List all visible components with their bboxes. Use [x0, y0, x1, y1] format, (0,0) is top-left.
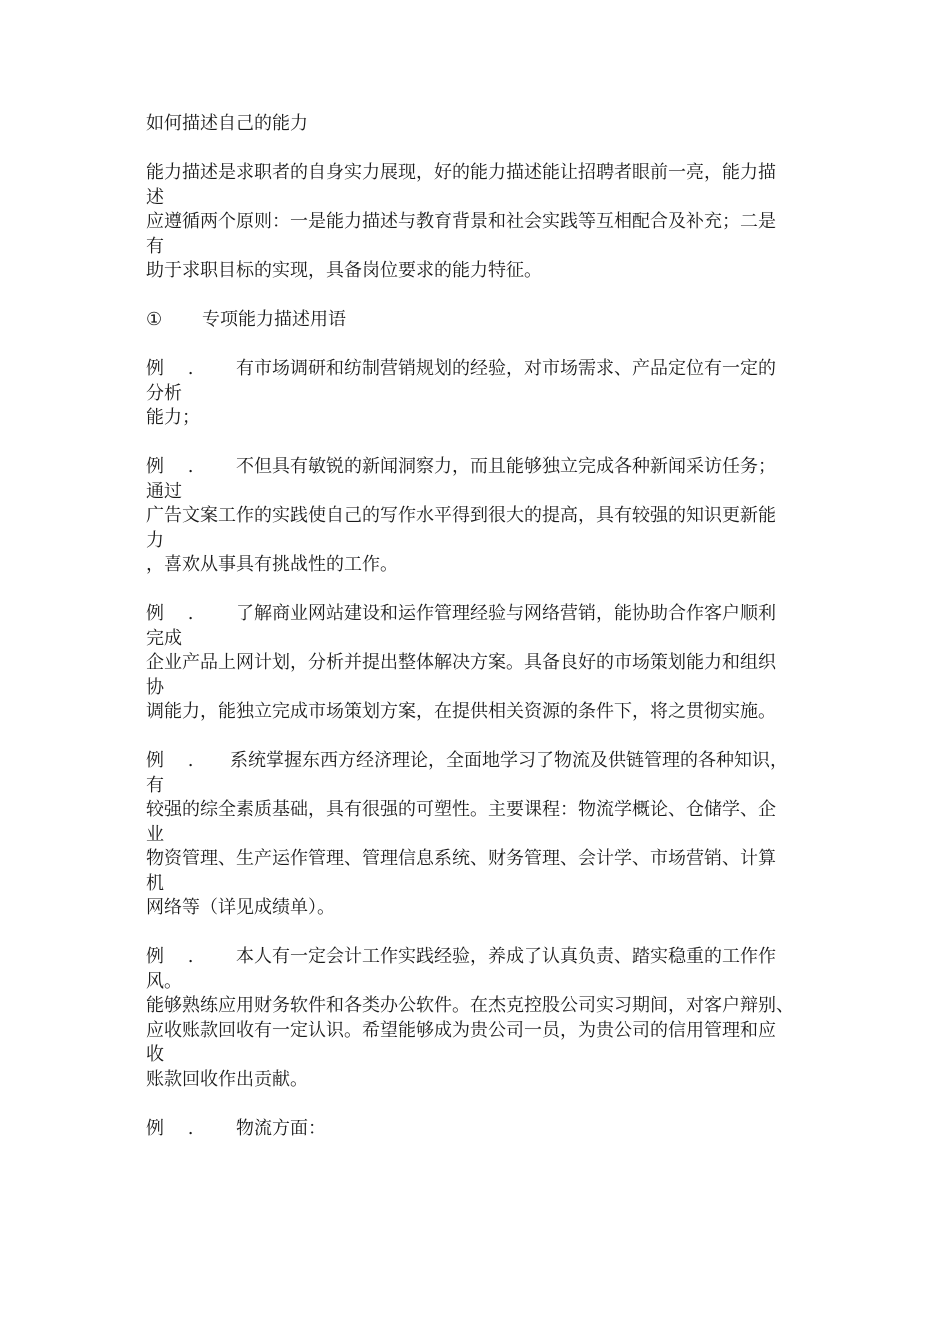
example-line: 力 [146, 529, 164, 551]
example-text: 有市场调研和纺制营销规划的经验，对市场需求、产品定位有一定的 [236, 358, 776, 379]
example-line: 较强的综全素质基础，具有很强的可塑性。主要课程：物流学概论、仓储学、企 [146, 799, 776, 820]
document-body [146, 112, 808, 1141]
example-line: 业 [146, 823, 164, 845]
example-label: 例 . [146, 750, 203, 771]
example-label: 例 . [146, 946, 203, 967]
example-line: 网络等（详见成绩单）。 [146, 897, 335, 918]
example-label: 例 . [146, 603, 203, 624]
intro-line: 述 [146, 186, 164, 208]
example-line: 企业产品上网计划，分析并提出整体解决方案。具备良好的市场策划能力和组织 [146, 652, 776, 673]
intro-line: 能力描述是求职者的自身实力展现，好的能力描述能让招聘者眼前一亮，能力描 [146, 162, 776, 183]
example-line: 调能力，能独立完成市场策划方案，在提供相关资源的条件下，将之贯彻实施。 [146, 701, 776, 722]
example-text: 系统掌握东西方经济理论，全面地学习了物流及供链管理的各种知识， [230, 750, 788, 771]
example-item [146, 602, 808, 725]
example-item [146, 1117, 808, 1142]
example-line: 完成 [146, 627, 182, 649]
example-line: 通过 [146, 480, 182, 502]
example-line: 分析 [146, 382, 182, 404]
intro-line: 助于求职目标的实现，具备岗位要求的能力特征。 [146, 260, 542, 281]
example-item [146, 357, 808, 431]
example-text: 不但具有敏锐的新闻洞察力，而且能够独立完成各种新闻采访任务； [236, 456, 776, 477]
example-line: 协 [146, 676, 164, 698]
example-text: 了解商业网站建设和运作管理经验与网络营销，能协助合作客户顺利 [236, 603, 776, 624]
document-title: 如何描述自己的能力 [146, 113, 308, 134]
example-line: 机 [146, 872, 164, 894]
example-item [146, 749, 808, 921]
example-line: 有 [146, 774, 164, 796]
example-label: 例 . [146, 358, 203, 379]
example-text: 物流方面： [236, 1117, 326, 1139]
example-item [146, 455, 808, 578]
section-heading-text: 专项能力描述用语 [202, 309, 346, 330]
example-line: 物资管理、生产运作管理、管理信息系统、财务管理、会计学、市场营销、计算 [146, 848, 776, 869]
example-line: 能够熟练应用财务软件和各类办公软件。在杰克控股公司实习期间，对客户辩别、 [146, 995, 794, 1016]
example-item [146, 945, 808, 1092]
intro-paragraph [146, 161, 808, 284]
example-line: 广告文案工作的实践使自己的写作水平得到很大的提高，具有较强的知识更新能 [146, 505, 776, 526]
intro-line: 有 [146, 235, 164, 257]
example-line: ，喜欢从事具有挑战性的工作。 [146, 554, 398, 575]
example-line: 风。 [146, 970, 182, 992]
intro-line: 应遵循两个原则：一是能力描述与教育背景和社会实践等互相配合及补充；二是 [146, 211, 776, 232]
section-marker: ① [146, 309, 163, 330]
example-line: 应收账款回收有一定认识。希望能够成为贵公司一员，为贵公司的信用管理和应 [146, 1019, 776, 1041]
example-line: 收 [146, 1044, 164, 1065]
example-label: 例 . [146, 1117, 203, 1139]
section-heading [146, 308, 808, 333]
example-label: 例 . [146, 456, 203, 477]
example-line: 能力； [146, 407, 200, 428]
example-text: 本人有一定会计工作实践经验，养成了认真负责、踏实稳重的工作作 [236, 946, 776, 967]
example-line: 账款回收作出贡献。 [146, 1068, 308, 1090]
